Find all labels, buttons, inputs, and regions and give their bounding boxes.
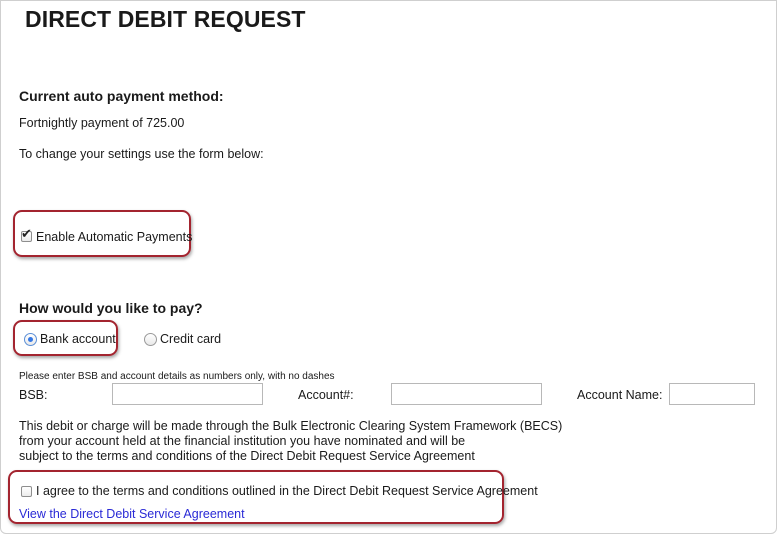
bsb-input[interactable] — [112, 383, 263, 405]
view-service-agreement-link[interactable]: View the Direct Debit Service Agreement — [19, 507, 245, 521]
radio-selected-dot — [28, 337, 33, 342]
account-number-input[interactable] — [391, 383, 542, 405]
page-title: DIRECT DEBIT REQUEST — [25, 6, 306, 32]
current-method-summary: Fortnightly payment of 725.00 — [19, 116, 185, 130]
bank-account-radio[interactable] — [24, 333, 37, 346]
account-number-label: Account#: — [298, 388, 354, 402]
disclaimer-line-2: from your account held at the financial institution you have nominated and will be — [19, 434, 466, 448]
current-method-heading: Current auto payment method: — [19, 88, 224, 104]
account-name-input[interactable] — [669, 383, 755, 405]
credit-card-label[interactable]: Credit card — [160, 332, 222, 346]
payment-method-heading: How would you like to pay? — [19, 300, 203, 316]
bank-details-instruction: Please enter BSB and account details as numbers only, with no dashes — [19, 371, 335, 382]
agree-terms-label[interactable]: I agree to the terms and conditions outlined in the Direct Debit Request Service Agreement — [36, 484, 538, 498]
enable-auto-payments-checkbox[interactable] — [21, 227, 32, 242]
agree-terms-checkbox[interactable] — [21, 486, 32, 497]
disclaimer-line-1: This debit or charge will be made through the Bulk Electronic Clearing System Framework (BECS) — [19, 419, 563, 433]
bank-account-label[interactable]: Bank account — [40, 332, 116, 346]
account-name-label: Account Name: — [577, 388, 663, 402]
credit-card-radio[interactable] — [144, 333, 157, 346]
enable-auto-payments-label[interactable]: Enable Automatic Payments — [36, 230, 193, 244]
checkmark-icon: ✔ — [21, 227, 32, 242]
bsb-label: BSB: — [19, 388, 48, 402]
disclaimer-line-3: subject to the terms and conditions of the Direct Debit Request Service Agreement — [19, 449, 475, 463]
change-settings-hint: To change your settings use the form below: — [19, 147, 264, 161]
